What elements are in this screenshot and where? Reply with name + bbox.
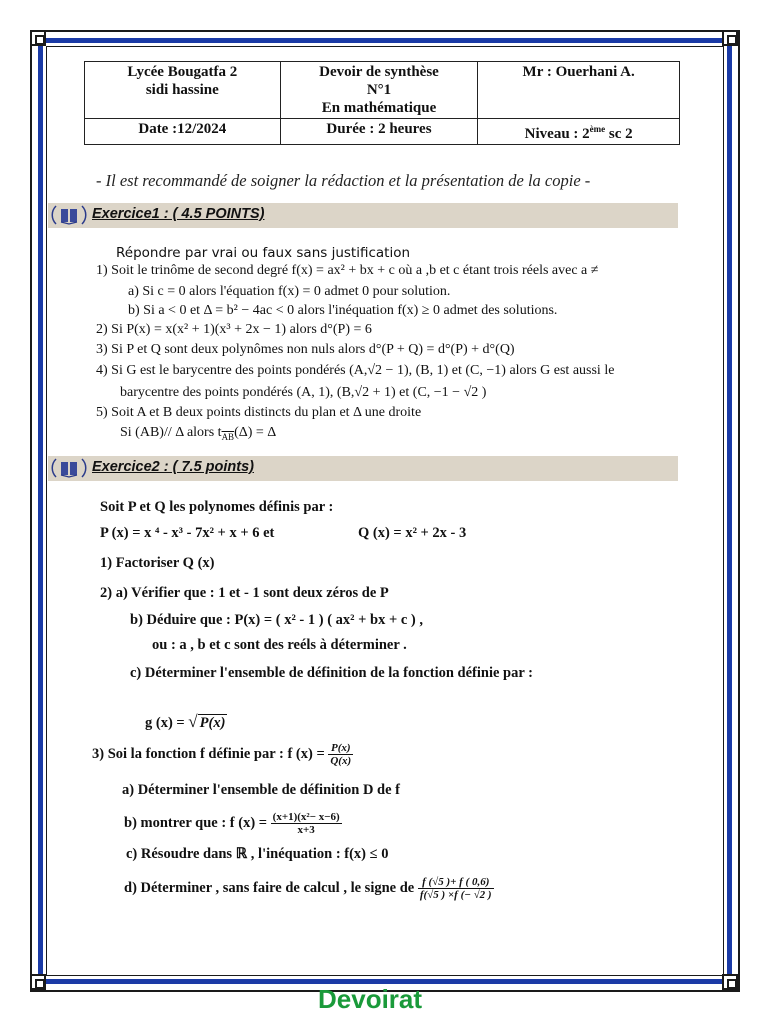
exercise2-def-p: P (x) = x ⁴ - x³ - 7x² + x + 6 et [100, 525, 275, 541]
exam-number: N°1 [366, 82, 392, 98]
exercise2-header-bar [48, 456, 678, 481]
exam-date: Date :12/2024 [85, 119, 281, 145]
exam-title: Devoir de synthèse [319, 64, 439, 80]
exam-level: Niveau : 2ème sc 2 [478, 119, 680, 145]
exercise2-q3a: a) Déterminer l'ensemble de définition D de f [122, 782, 401, 798]
f-expression-fraction: $\frac{\text{(x+1)(x²− x−6)}}{x+3}$ [272, 811, 340, 836]
frame-corner-ornament [722, 974, 738, 990]
exercise1-q3: 3) Si P et Q sont deux polynômes non nuls alors d°(P + Q) = d°(P) + d°(Q) [96, 342, 515, 357]
frame-corner-ornament [30, 30, 46, 46]
exercise2-q3: 3) Soi la fonction f définie par : f (x) = $\frac{P(x)}{Q(x)}$ [92, 742, 352, 767]
exercise2-q2b: b) Déduire que : P(x) = ( x² - 1 ) ( ax² + bx + c ) , [130, 612, 423, 628]
svg-text:Devoirat: Devoirat [318, 984, 423, 1013]
teacher-cell [478, 62, 680, 119]
devoirat-logo [318, 983, 452, 1013]
exercise1-q5-line2: Si (AB)// Δ alors $t_{\overline{AB}}(\Delta) = \Delta$ [120, 425, 277, 442]
exam-duration: Durée : 2 heures [280, 119, 478, 145]
exercise2-intro: Soit P et Q les polynomes définis par : [100, 499, 334, 515]
exercise2-q2a: 2) a) Vérifier que : 1 et - 1 sont deux zéros de P [100, 585, 389, 601]
recommendation-note: - Il est recommandé de soigner la rédaction et la présentation de la copie - [96, 171, 591, 190]
exercise1-q4-line1: 4) Si G est le barycentre des points pondérés (A,√2 − 1), (B, 1) et (C, −1) alors G est aussi le [96, 363, 615, 378]
exercise2-q2c: c) Déterminer l'ensemble de définition de la fonction définie par : [130, 665, 533, 681]
school-name: Lycée Bougatfa 2 [127, 64, 238, 80]
exercise2-q3b: b) montrer que : f (x) = $\frac{\text{(x+1)(x²− x−6)}}{x+3}$ [124, 811, 340, 836]
exam-cell [280, 62, 478, 119]
exercise2-q3d: d) Déterminer , sans faire de calcul , le signe de $\frac{f (√5 )+ f ( 0,6)}{f(√5 ) \times f (- √2 )}$ [124, 876, 492, 901]
sign-fraction: $\frac{f (√5 )+ f ( 0,6)}{f(√5 ) \times f (- √2 )}$ [419, 876, 492, 901]
exercise2-q2b-cont: ou : a , b et c sont des reéls à déterminer . [152, 637, 407, 653]
exam-header-table [84, 61, 680, 145]
exercise1-q5-line1: 5) Soit A et B deux points distincts du plan et Δ une droite [96, 405, 422, 420]
school-cell [85, 62, 281, 119]
frame-corner-ornament [30, 974, 46, 990]
exercise2-q1: 1) Factoriser Q (x) [100, 555, 215, 571]
exam-subject: En mathématique [321, 100, 437, 116]
exercise2-title: Exercice2 : ( 7.5 points) [92, 459, 254, 475]
exercise1-title: Exercice1 : ( 4.5 POINTS) [92, 206, 265, 222]
book-laurel-icon [50, 204, 88, 227]
exercise2-def-q: Q (x) = x² + 2x - 3 [358, 525, 467, 541]
exercise1-instruction: Répondre par vrai ou faux sans justification [116, 245, 411, 261]
exercise1-header-bar [48, 203, 678, 228]
frame-corner-ornament [722, 30, 738, 46]
exercise1-q1b: b) Si a < 0 et Δ = b² − 4ac < 0 alors l'inéquation f(x) ≥ 0 admet des solutions. [128, 303, 558, 318]
exercise1-q2: 2) Si P(x) = x(x² + 1)(x³ + 2x − 1) alors d°(P) = 6 [96, 322, 372, 337]
teacher-name: Mr : Ouerhani A. [522, 64, 635, 80]
exercise2-g-definition: g (x) = √ P(x) [145, 712, 226, 731]
school-location: sidi hassine [145, 82, 219, 98]
book-laurel-icon [50, 457, 88, 480]
exercise1-q1: 1) Soit le trinôme de second degré f(x) = ax² + bx + c où a ,b et c étant trois réels avec a ≠ [96, 263, 599, 278]
exercise2-q3c: c) Résoudre dans ℝ , l'inéquation : f(x) ≤ 0 [126, 846, 389, 862]
exercise1-q1a: a) Si c = 0 alors l'équation f(x) = 0 admet 0 pour solution. [128, 284, 451, 299]
exercise1-q4-line2: barycentre des points pondérés (A, 1), (B,√2 + 1) et (C, −1 − √2 ) [120, 385, 487, 400]
f-fraction: $\frac{P(x)}{Q(x)}$ [330, 742, 352, 767]
